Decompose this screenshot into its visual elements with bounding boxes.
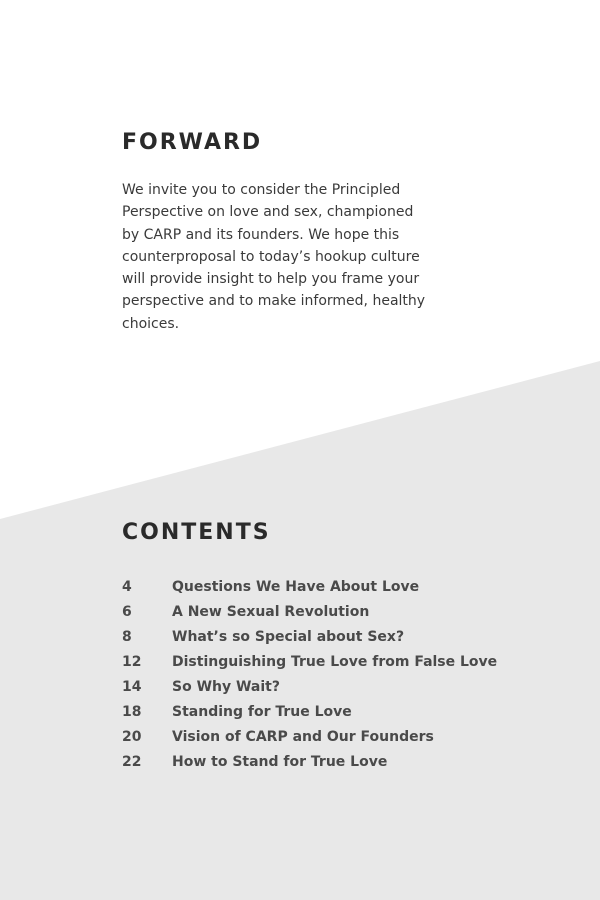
toc-entry-title: So Why Wait? <box>172 679 280 695</box>
forward-heading: FORWARD <box>122 130 263 155</box>
toc-entry[interactable] <box>122 575 542 600</box>
toc-entry[interactable] <box>122 750 542 775</box>
toc-entry-title: Distinguishing True Love from False Love <box>172 654 498 670</box>
toc-entry[interactable] <box>122 675 542 700</box>
toc-entry[interactable] <box>122 600 542 625</box>
toc-entry-title: Questions We Have About Love <box>172 579 420 595</box>
toc-page-number: 20 <box>122 729 142 745</box>
forward-body-text: We invite you to consider the Principled Perspective on love and sex, championed by CARP and its founders. We hope this counterproposal to today’s hookup culture will provide insight to help you frame your perspective and to make informed, healthy choices. <box>122 182 426 332</box>
toc-page-number: 18 <box>122 704 142 720</box>
toc-page-number: 4 <box>122 579 132 595</box>
toc-entry[interactable] <box>122 700 542 725</box>
contents-heading: CONTENTS <box>122 520 271 545</box>
toc-entry-title: What’s so Special about Sex? <box>172 629 405 645</box>
toc-page-number: 14 <box>122 679 142 695</box>
toc-page-number: 6 <box>122 604 132 620</box>
toc-page-number: 8 <box>122 629 132 645</box>
toc-entry[interactable] <box>122 625 542 650</box>
toc-entry-title: A New Sexual Revolution <box>172 604 370 620</box>
toc-entry[interactable] <box>122 725 542 750</box>
toc-entry-title: How to Stand for True Love <box>172 754 388 770</box>
toc-entry[interactable] <box>122 650 542 675</box>
table-of-contents <box>122 575 542 775</box>
toc-page-number: 22 <box>122 754 142 770</box>
toc-entry-title: Standing for True Love <box>172 704 352 720</box>
toc-entry-title: Vision of CARP and Our Founders <box>172 729 434 745</box>
toc-page-number: 12 <box>122 654 142 670</box>
